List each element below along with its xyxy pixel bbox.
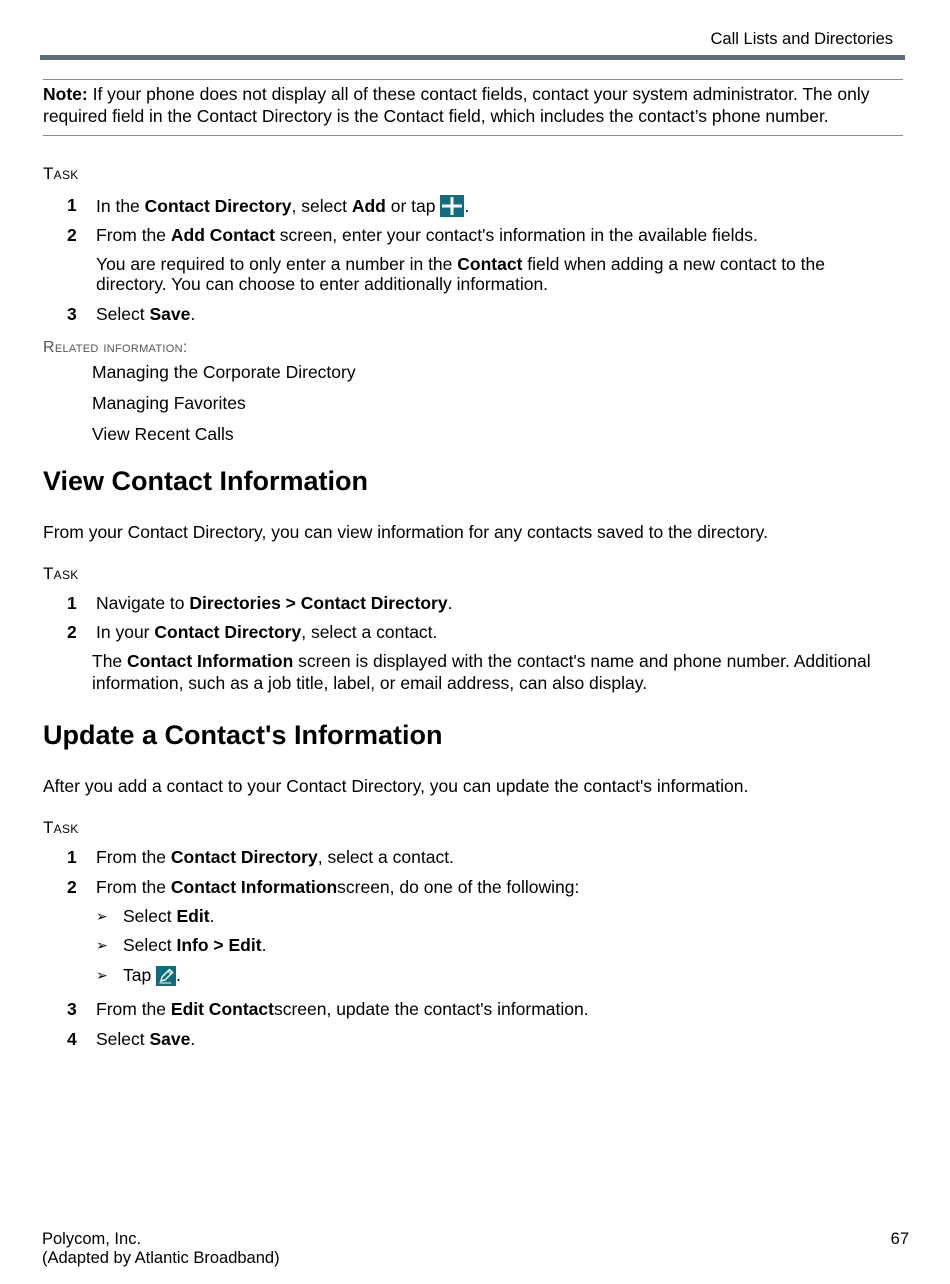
- ui-term: Add Contact: [170, 225, 275, 245]
- related-info-label: Related information:: [43, 339, 188, 356]
- step-number: 2: [67, 225, 77, 245]
- ui-term: Directories > Contact Directory: [189, 593, 448, 613]
- footer-company: [42, 1230, 280, 1268]
- bullet-arrow-icon: ➢: [96, 937, 108, 953]
- step-text: .: [190, 304, 196, 324]
- bullet-item-info-edit: [123, 935, 266, 956]
- step-text: screen, do one of the following:: [337, 877, 580, 897]
- ui-term: Info > Edit: [176, 935, 262, 955]
- view-step-result: [92, 650, 871, 694]
- bullet-item-tap-pencil: [123, 965, 181, 986]
- note-text: field when adding a new contact to the: [522, 254, 825, 274]
- step-text: screen, update the contact's information.: [273, 999, 589, 1019]
- step-text: .: [464, 196, 470, 216]
- step-text: .: [190, 1029, 196, 1049]
- ui-term: Contact Directory: [144, 196, 292, 216]
- view-step-2: [96, 622, 437, 642]
- step-number: 2: [67, 877, 77, 897]
- step-number: 1: [67, 593, 77, 613]
- related-link-view-recent-calls[interactable]: View Recent Calls: [92, 424, 234, 444]
- step-text: In your: [96, 622, 155, 642]
- related-link-managing-favorites[interactable]: Managing Favorites: [92, 393, 246, 413]
- ui-term: Contact Directory: [170, 847, 318, 867]
- result-text: screen is displayed with the contact's name and phone number. Additional: [293, 651, 871, 671]
- step-number: 3: [67, 999, 77, 1019]
- step-number: 4: [67, 1029, 77, 1049]
- update-step-3: [96, 999, 589, 1019]
- ui-term: Edit Contact: [170, 999, 274, 1019]
- ui-term: Contact: [457, 254, 523, 274]
- step-text: Select: [96, 1029, 150, 1049]
- bullet-text: Tap: [123, 965, 157, 985]
- step-text: or tap: [385, 196, 441, 216]
- task-label: Task: [43, 564, 79, 583]
- section-heading-update-contact: Update a Contact's Information: [43, 720, 443, 750]
- step-2-note: [96, 254, 825, 294]
- note-text: directory. You can choose to enter additionally information.: [96, 274, 549, 294]
- update-step-1: [96, 847, 454, 867]
- note-block: [43, 83, 903, 127]
- add-step-1: [96, 195, 469, 217]
- step-number: 1: [67, 847, 77, 867]
- note-text-line2: required field in the Contact Directory is the Contact field, which includes the contact’s phone number.: [43, 106, 829, 126]
- footer-adapted-by: (Adapted by Atlantic Broadband): [42, 1249, 280, 1267]
- step-text: screen, enter your contact's information in the available fields.: [274, 225, 758, 245]
- result-text: information, such as a job title, label, or email address, can also display.: [92, 673, 648, 693]
- running-header: Call Lists and Directories: [710, 30, 893, 48]
- update-step-2: [96, 877, 579, 897]
- step-text: From the: [96, 999, 171, 1019]
- ui-term: Save: [149, 304, 191, 324]
- note-text-line1: If your phone does not display all of these contact fields, contact your system administrator. The only: [92, 84, 870, 104]
- section-intro: From your Contact Directory, you can view information for any contacts saved to the directory.: [43, 522, 768, 542]
- header-rule: [40, 55, 905, 60]
- ui-term: Contact Information: [170, 877, 338, 897]
- note-label: Note:: [43, 84, 88, 104]
- step-text: From the: [96, 847, 171, 867]
- plus-icon: [440, 195, 464, 217]
- related-link-corporate-directory[interactable]: Managing the Corporate Directory: [92, 362, 356, 382]
- bullet-text: .: [176, 965, 181, 985]
- bullet-text: Select: [123, 906, 177, 926]
- footer-company-name: Polycom, Inc.: [42, 1230, 142, 1248]
- note-bottom-rule: [43, 135, 903, 136]
- ui-term: Add: [351, 196, 386, 216]
- section-heading-view-contact: View Contact Information: [43, 466, 369, 496]
- step-text: , select a contact.: [317, 847, 454, 867]
- step-text: From the: [96, 225, 171, 245]
- step-text: In the: [96, 196, 145, 216]
- task-label: Task: [43, 164, 79, 183]
- task-label: Task: [43, 818, 79, 837]
- bullet-text: .: [261, 935, 267, 955]
- add-step-3: [96, 304, 195, 324]
- update-step-4: [96, 1029, 195, 1049]
- step-number: 3: [67, 304, 77, 324]
- view-step-1: [96, 593, 452, 613]
- step-number: 2: [67, 622, 77, 642]
- pencil-icon: [156, 966, 176, 986]
- step-text: Navigate to: [96, 593, 190, 613]
- bullet-item-edit: [123, 906, 214, 927]
- bullet-arrow-icon: ➢: [96, 908, 108, 924]
- ui-term: Save: [149, 1029, 191, 1049]
- bullet-text: Select: [123, 935, 177, 955]
- note-text: You are required to only enter a number in the: [96, 254, 458, 274]
- bullet-text: .: [209, 906, 215, 926]
- bullet-arrow-icon: ➢: [96, 967, 108, 983]
- note-top-rule: [43, 79, 903, 80]
- step-text: , select a contact.: [301, 622, 438, 642]
- ui-term: Contact Information: [127, 651, 294, 671]
- page-number: 67: [890, 1230, 909, 1248]
- result-text: The: [92, 651, 128, 671]
- step-number: 1: [67, 195, 77, 215]
- ui-term: Edit: [176, 906, 210, 926]
- ui-term: Contact Directory: [154, 622, 302, 642]
- add-step-2: [96, 225, 758, 245]
- step-text: From the: [96, 877, 171, 897]
- step-text: , select: [291, 196, 352, 216]
- step-text: Select: [96, 304, 150, 324]
- section-intro: After you add a contact to your Contact Directory, you can update the contact's information.: [43, 776, 749, 796]
- step-text: .: [447, 593, 453, 613]
